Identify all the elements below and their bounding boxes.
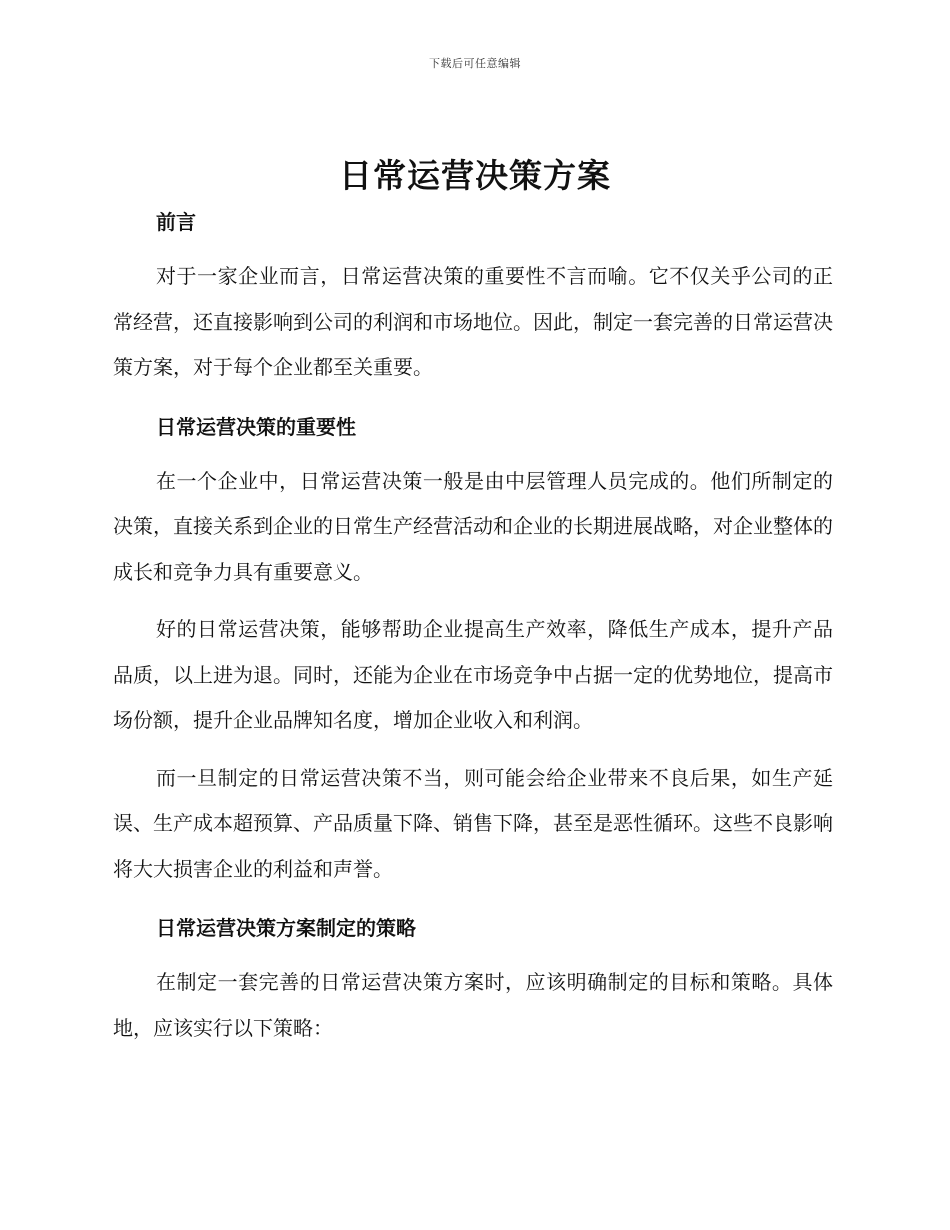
paragraph: 在一个企业中，日常运营决策一般是由中层管理人员完成的。他们所制定的决策，直接关系到企业的日常生产经营活动和企业的长期进展战略，对企业整体的成长和竞争力具有重要意义。 <box>113 468 833 584</box>
section-heading-preface: 前言 <box>156 210 196 234</box>
document-body <box>113 202 833 1051</box>
paragraph: 而一旦制定的日常运营决策不当，则可能会给企业带来不良后果，如生产延误、生产成本超预算、产品质量下降、销售下降，甚至是恶性循环。这些不良影响将大大损害企业的利益和声誉。 <box>113 765 833 881</box>
paragraph: 在制定一套完善的日常运营决策方案时，应该明确制定的目标和策略。具体地，应该实行以下策略： <box>113 970 833 1040</box>
section-heading-strategy: 日常运营决策方案制定的策略 <box>156 916 416 940</box>
header-note: 下载后可任意编辑 <box>429 57 521 70</box>
section-heading-importance: 日常运营决策的重要性 <box>156 414 356 439</box>
paragraph: 对于一家企业而言，日常运营决策的重要性不言而喻。它不仅关乎公司的正常经营，还直接影响到公司的利润和市场地位。因此，制定一套完善的日常运营决策方案，对于每个企业都至关重要。 <box>113 264 833 379</box>
document-title: 日常运营决策方案 <box>339 156 611 195</box>
paragraph: 好的日常运营决策，能够帮助企业提高生产效率，降低生产成本，提升产品品质，以上进为退。同时，还能为企业在市场竞争中占据一定的优势地位，提高市场份额，提升企业品牌知名度，增加企业收入和利润。 <box>113 617 833 732</box>
